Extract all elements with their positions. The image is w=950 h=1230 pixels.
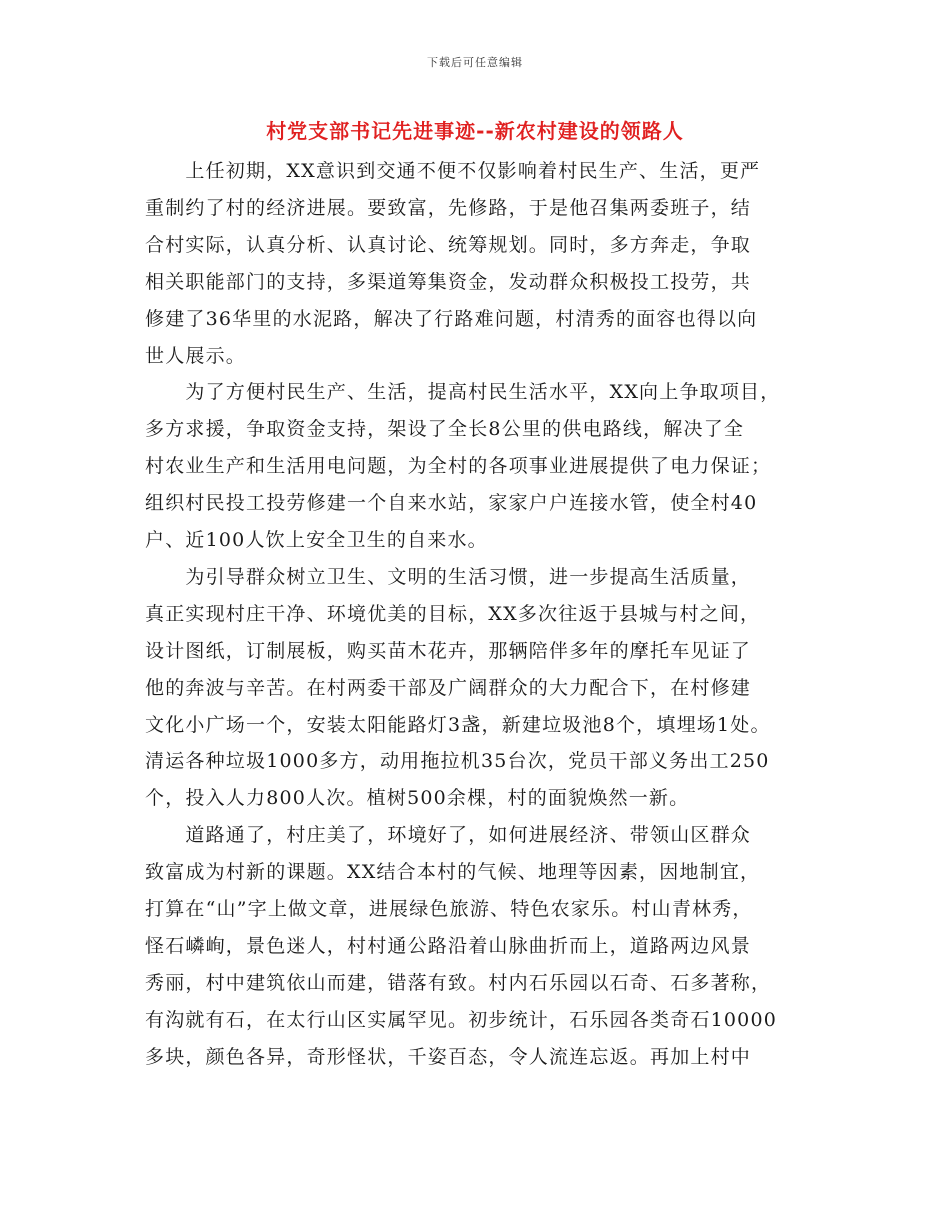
text-line: 真正实现村庄干净、环境优美的目标，XX多次往返于县城与村之间， — [145, 602, 761, 625]
text-line: 上任初期，XX意识到交通不便不仅影响着村民生产、生活，更严 — [145, 160, 761, 182]
text-line: 秀丽，村中建筑依山而建，错落有致。村内石乐园以石奇、石多著称， — [145, 971, 772, 994]
text-line: 相关职能部门的支持，多渠道筹集资金，发动群众积极投工投劳，共 — [145, 270, 752, 293]
text-line: 组织村民投工投劳修建一个自来水站，家家户户连接水管，使全村40 — [145, 492, 758, 515]
text-line: 打算在“山”字上做文章，进展绿色旅游、特色农家乐。村山青林秀， — [145, 898, 753, 920]
text-line: 有沟就有石，在太行山区实属罕见。初步统计，石乐园各类奇石10000 — [145, 1008, 778, 1031]
text-line: 重制约了村的经济进展。要致富，先修路，于是他召集两委班子，结 — [145, 196, 752, 219]
text-line: 户、近100人饮上安全卫生的自来水。 — [145, 529, 488, 551]
header-note: 下载后可任意编辑 — [427, 56, 523, 69]
text-line: 设计图纸，订制展板，购买苗木花卉，那辆陪伴多年的摩托车见证了 — [145, 639, 752, 662]
text-line: 他的奔波与辛苦。在村两委干部及广阔群众的大力配合下，在村修建 — [145, 676, 752, 699]
text-line: 为了方便村民生产、生活，提高村民生活水平，XX向上争取项目， — [145, 381, 781, 404]
text-line: 修建了36华里的水泥路，解决了行路难问题，村清秀的面容也得以向 — [145, 307, 758, 330]
text-line: 道路通了，村庄美了，环境好了，如何进展经济、带领山区群众 — [145, 824, 752, 847]
text-line: 怪石嶙峋，景色迷人，村村通公路沿着山脉曲折而上，道路两边风景 — [145, 934, 752, 957]
text-line: 致富成为村新的课题。XX结合本村的气候、地理等因素，因地制宜， — [145, 861, 761, 884]
document-title: 村党支部书记先进事迹--新农村建设的领路人 — [266, 119, 684, 143]
text-line: 合村实际，认真分析、认真讨论、统筹规划。同时，多方奔走，争取 — [145, 233, 752, 256]
text-line: 为引导群众树立卫生、文明的生活习惯，进一步提高生活质量， — [145, 565, 752, 588]
text-line: 多方求援，争取资金支持，架设了全长8公里的供电路线，解决了全 — [145, 418, 745, 441]
text-line: 多块，颜色各异，奇形怪状，千姿百态，令人流连忘返。再加上村中 — [145, 1045, 752, 1068]
text-line: 个，投入人力800人次。植树500余棵，村的面貌焕然一新。 — [145, 787, 690, 810]
text-line: 村农业生产和生活用电问题，为全村的各项事业进展提供了电力保证； — [145, 455, 772, 478]
text-line: 世人展示。 — [145, 344, 247, 367]
text-line: 清运各种垃圾1000多方，动用拖拉机35台次，党员干部义务出工250 — [145, 750, 770, 773]
text-line: 文化小广场一个，安装太阳能路灯3盏，新建垃圾池8个，填埋场1处。 — [145, 713, 771, 736]
